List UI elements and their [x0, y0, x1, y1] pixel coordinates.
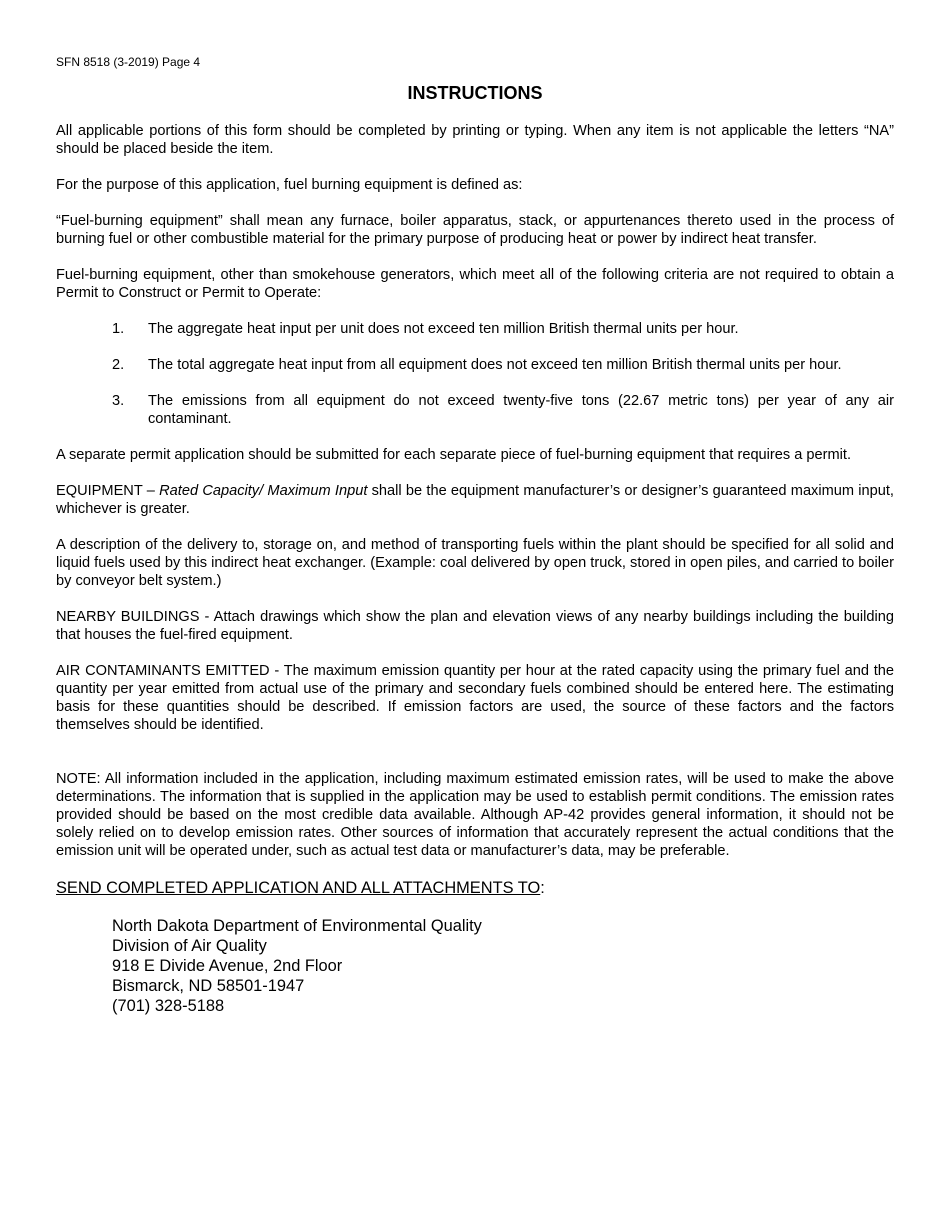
address-line: 918 E Divide Avenue, 2nd Floor [112, 957, 343, 975]
note-paragraph: NOTE: All information included in the application, including maximum estimated emission rates, will be used to make the above determinations. The information that is supplied in the application may be used to establish permit conditions. The emission rates provided should be based on the most credible data available. Although AP-42 provides general information, it should not be solely relied on to develop emission rates. Other sources of information that accurately represent the actual conditions that the emission unit will be operated under, such as actual test data or manufacturer’s data, may be preferable. [56, 771, 894, 859]
air-contaminants-paragraph: AIR CONTAMINANTS EMITTED - The maximum emission quantity per hour at the rated capacity using the primary fuel and the quantity per year emitted from actual use of the primary and secondary fuels combined should be entered here. The estimating basis for these quantities should be described. If emission factors are used, the source of these factors and the factors themselves should be identified. [56, 663, 894, 733]
list-item-number: 2. [112, 357, 125, 373]
intro-paragraph: All applicable portions of this form should be completed by printing or typing. When any item is not applicable the letters “NA” should be placed beside the item. [56, 123, 894, 157]
send-heading-colon: : [540, 879, 545, 897]
phone-number: (701) 328-5188 [112, 997, 225, 1015]
list-item-text: The aggregate heat input per unit does not exceed ten million British thermal units per hour. [148, 321, 739, 337]
list-item-number: 1. [112, 321, 125, 337]
equipment-lead: EQUIPMENT – [56, 483, 160, 499]
separate-permit-paragraph: A separate permit application should be submitted for each separate piece of fuel-burning equipment that requires a permit. [56, 447, 852, 463]
delivery-paragraph: A description of the delivery to, storage on, and method of transporting fuels within the plant should be specified for all solid and liquid fuels used by this indirect heat exchanger. (Example: coal delivered by open truck, stored in open piles, and carried to boiler by conveyor belt system.) [56, 537, 894, 589]
equipment-italic-term: Rated Capacity/ Maximum Input [159, 483, 368, 499]
instructions-page [56, 54, 894, 1016]
exemption-criteria-list [56, 320, 894, 428]
list-item-text: The emissions from all equipment do not exceed twenty-five tons (22.67 metric tons) per year of any air contaminant. [148, 393, 894, 427]
send-heading [56, 878, 894, 898]
mailing-address [112, 916, 894, 1016]
page-title: INSTRUCTIONS [407, 83, 543, 103]
equipment-paragraph [56, 482, 894, 518]
list-item [56, 392, 894, 428]
definition-paragraph: “Fuel-burning equipment” shall mean any furnace, boiler apparatus, stack, or appurtenances thereto used in the process of burning fuel or other combustible material for the primary purpose of producing heat or power by indirect heat transfer. [56, 213, 894, 247]
send-heading-text: SEND COMPLETED APPLICATION AND ALL ATTACHMENTS TO [56, 879, 541, 897]
address-line: Bismarck, ND 58501-1947 [112, 977, 305, 995]
address-line: North Dakota Department of Environmental Quality [112, 917, 482, 935]
list-item [56, 320, 894, 338]
list-item-text: The total aggregate heat input from all equipment does not exceed ten million British thermal units per hour. [148, 357, 842, 373]
list-item [56, 356, 894, 374]
exemption-paragraph: Fuel-burning equipment, other than smokehouse generators, which meet all of the following criteria are not required to obtain a Permit to Construct or Permit to Operate: [56, 267, 894, 301]
nearby-buildings-paragraph: NEARBY BUILDINGS - Attach drawings which show the plan and elevation views of any nearby buildings including the building that houses the fuel-fired equipment. [56, 609, 894, 643]
form-id: SFN 8518 (3-2019) Page 4 [56, 55, 201, 69]
equipment-rest: shall be the equipment manufacturer’s or designer’s guaranteed maximum input, whichever is greater. [56, 483, 894, 517]
definition-lead: For the purpose of this application, fuel burning equipment is defined as: [56, 177, 523, 193]
address-line: Division of Air Quality [112, 937, 267, 955]
list-item-number: 3. [112, 393, 125, 409]
